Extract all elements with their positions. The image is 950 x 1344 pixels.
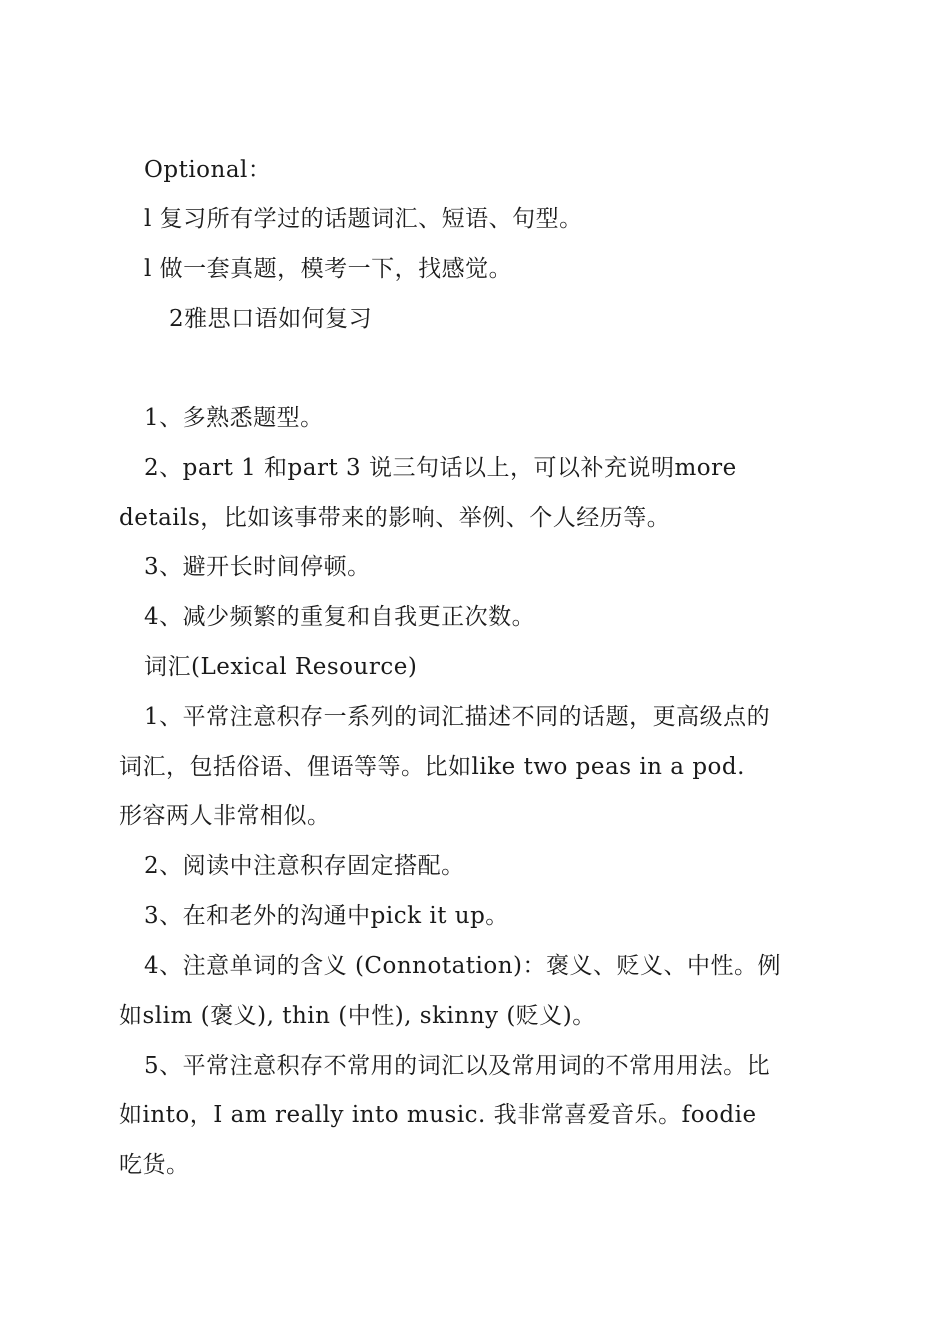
bullet-item-mock-test: l 做一套真题，模考一下，找感觉。 bbox=[144, 256, 513, 282]
list-item-4: 4、减少频繁的重复和自我更正次数。 bbox=[144, 604, 536, 630]
lexical-item-5: 5、平常注意积存不常用的词汇以及常用词的不常用用法。比 bbox=[144, 1053, 771, 1079]
lexical-item-4: 4、注意单词的含义 (Connotation)：褒义、贬义、中性。例 bbox=[144, 953, 782, 979]
section-heading-speaking-review: 2雅思口语如何复习 bbox=[169, 306, 373, 332]
list-item-2: 2、part 1 和part 3 说三句话以上，可以补充说明more bbox=[144, 455, 737, 481]
section-heading-lexical-resource: 词汇(Lexical Resource) bbox=[144, 654, 418, 680]
list-item-2-continued: details，比如该事带来的影响、举例、个人经历等。 bbox=[119, 505, 671, 531]
lexical-item-2: 2、阅读中注意积存固定搭配。 bbox=[144, 853, 465, 879]
lexical-item-5-continued: 如into，I am really into music. 我非常喜爱音乐。foodie bbox=[119, 1102, 757, 1128]
list-item-1: 1、多熟悉题型。 bbox=[144, 405, 324, 431]
lexical-item-1-continued-2: 形容两人非常相似。 bbox=[119, 803, 331, 829]
lexical-item-1-continued: 词汇，包括俗语、俚语等等。比如like two peas in a pod. bbox=[119, 754, 745, 780]
lexical-item-3: 3、在和老外的沟通中pick it up。 bbox=[144, 903, 509, 929]
bullet-item-review-vocabulary: l 复习所有学过的话题词汇、短语、句型。 bbox=[144, 206, 583, 232]
lexical-item-5-continued-2: 吃货。 bbox=[119, 1152, 190, 1178]
list-item-3: 3、避开长时间停顿。 bbox=[144, 554, 371, 580]
optional-heading: Optional： bbox=[144, 157, 272, 183]
lexical-item-1: 1、平常注意积存一系列的词汇描述不同的话题，更高级点的 bbox=[144, 704, 771, 730]
lexical-item-4-continued: 如slim (褒义), thin (中性), skinny (贬义)。 bbox=[119, 1003, 596, 1029]
